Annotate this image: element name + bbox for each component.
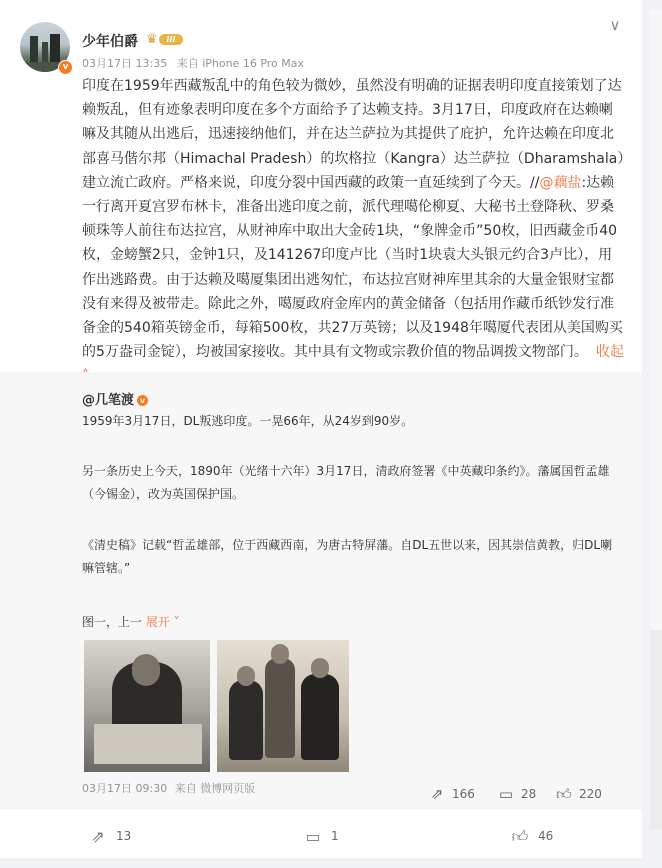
post-text — [82, 74, 626, 389]
repost-block — [0, 372, 642, 810]
repost-comment-button[interactable] — [497, 783, 536, 805]
right-gutter — [642, 0, 662, 868]
comment-button[interactable] — [303, 825, 339, 847]
repost-like-button[interactable] — [555, 783, 602, 805]
post-source: 来自 iPhone 16 Pro Max — [176, 57, 305, 70]
repost-paragraph-2: 另一条历史上今天，1890年（光绪十六年）3月17日，清政府签署《中英藏印条约》。藩属国哲孟雄（今锡金），改为英国保护国。 — [82, 464, 610, 501]
photo-thumbnail-1[interactable] — [84, 640, 210, 772]
repost-share-count: 166 — [452, 787, 475, 801]
repost-paragraph-4: 图一，上一 展开 ˅ — [82, 615, 180, 629]
post-meta — [82, 55, 310, 71]
verified-icon: v — [137, 395, 148, 406]
post-text-part1: 印度在1959年西藏叛乱中的角色较为微妙，虽然没有明确的证据表明印度直接策划了达赖叛乱，但有迹象表明印度在多个方面给予了达赖支持。3月17日，印度政府在达赖喇嘛及其随从出逃后，迅速接纳他们，并在达兰萨拉为其提供了庇护，允许达赖在印度北部喜马偕尔邦（Himachal Pradesh）的坎格拉（Kangra）达兰萨拉（Dharamshala）建立流亡政府。严格来说，印度分裂中国西藏的政策一直延续到了今天。// — [82, 78, 625, 191]
thumbs-up-icon: 👍︎ — [511, 827, 529, 846]
repost-comment-count: 28 — [521, 787, 537, 801]
like-count: 46 — [538, 829, 554, 843]
expand-button[interactable]: 展开 ˅ — [145, 615, 180, 629]
chevron-down-icon: ˅ — [169, 615, 180, 629]
share-button[interactable] — [88, 825, 131, 847]
repost-share-button[interactable] — [428, 783, 475, 805]
share-icon: ⇗ — [430, 785, 444, 803]
repost-paragraph-1: 1959年3月17日，DL叛逃印度。一晃66年，从24岁到90岁。 — [82, 414, 414, 428]
verified-icon: v — [58, 60, 73, 75]
mention-link[interactable]: @藕盐 — [539, 174, 582, 191]
thumbs-up-icon: 👍︎ — [556, 785, 572, 803]
collapse-button[interactable]: 收起 — [82, 344, 624, 384]
like-button[interactable] — [510, 825, 553, 847]
repost-date[interactable]: 03月17日 09:30 — [82, 782, 168, 795]
share-icon: ⇗ — [91, 827, 105, 846]
share-count: 13 — [116, 829, 132, 843]
repost-username[interactable]: @几笔渡 v — [82, 389, 148, 408]
repost-like-count: 220 — [579, 787, 602, 801]
post-date[interactable]: 03月17日 13:35 — [82, 57, 168, 70]
chevron-down-icon[interactable]: ∨ — [609, 16, 621, 34]
comment-icon: ▭ — [305, 827, 321, 846]
crown-icon: ♛ — [146, 32, 158, 47]
post-text-part2: :达赖一行离开夏宫罗布林卡，准备出逃印度之前，派代理噶伦柳夏、大秘书土登降秋、罗桑顿珠等人前往布达拉宫，从财神库中取出大金砖1块，“象牌金币”50枚，旧西藏金币40枚，金螃蟹2只，金钟1只，及141267印度卢比（当时1块袁大头银元约合3卢比），用作出逃路费。由于达赖及噶厦集团出逃匆忙，布达拉宫财神库里其余的大量金银财宝都没有来得及被带走。除此之外，噶厦政府金库内的黄金储备（包括用作藏币纸钞发行准备金的540箱英镑金币，每箱500枚，共27万英镑；以及1948年噶厦代表团从美国购买的5万盎司金锭），均被国家接收。其中具有文物或宗教价值的物品调拨文物部门。 — [82, 174, 623, 361]
rank-level: III — [159, 34, 183, 45]
repost-paragraph-3: 《清史稿》记载“哲孟雄部，位于西藏西南，为唐古特屏藩。自DL五世以来，因其崇信黄教，归DL喇嘛管辖。” — [82, 538, 613, 575]
repost-source: 来自 微博网页版 — [174, 782, 256, 795]
photo-thumbnail-2[interactable] — [217, 640, 349, 772]
comment-count: 1 — [331, 829, 339, 843]
rank-badge-icon — [146, 32, 184, 47]
username[interactable]: 少年伯爵 — [82, 34, 138, 50]
comment-icon: ▭ — [498, 785, 514, 803]
repost-meta — [82, 780, 259, 796]
